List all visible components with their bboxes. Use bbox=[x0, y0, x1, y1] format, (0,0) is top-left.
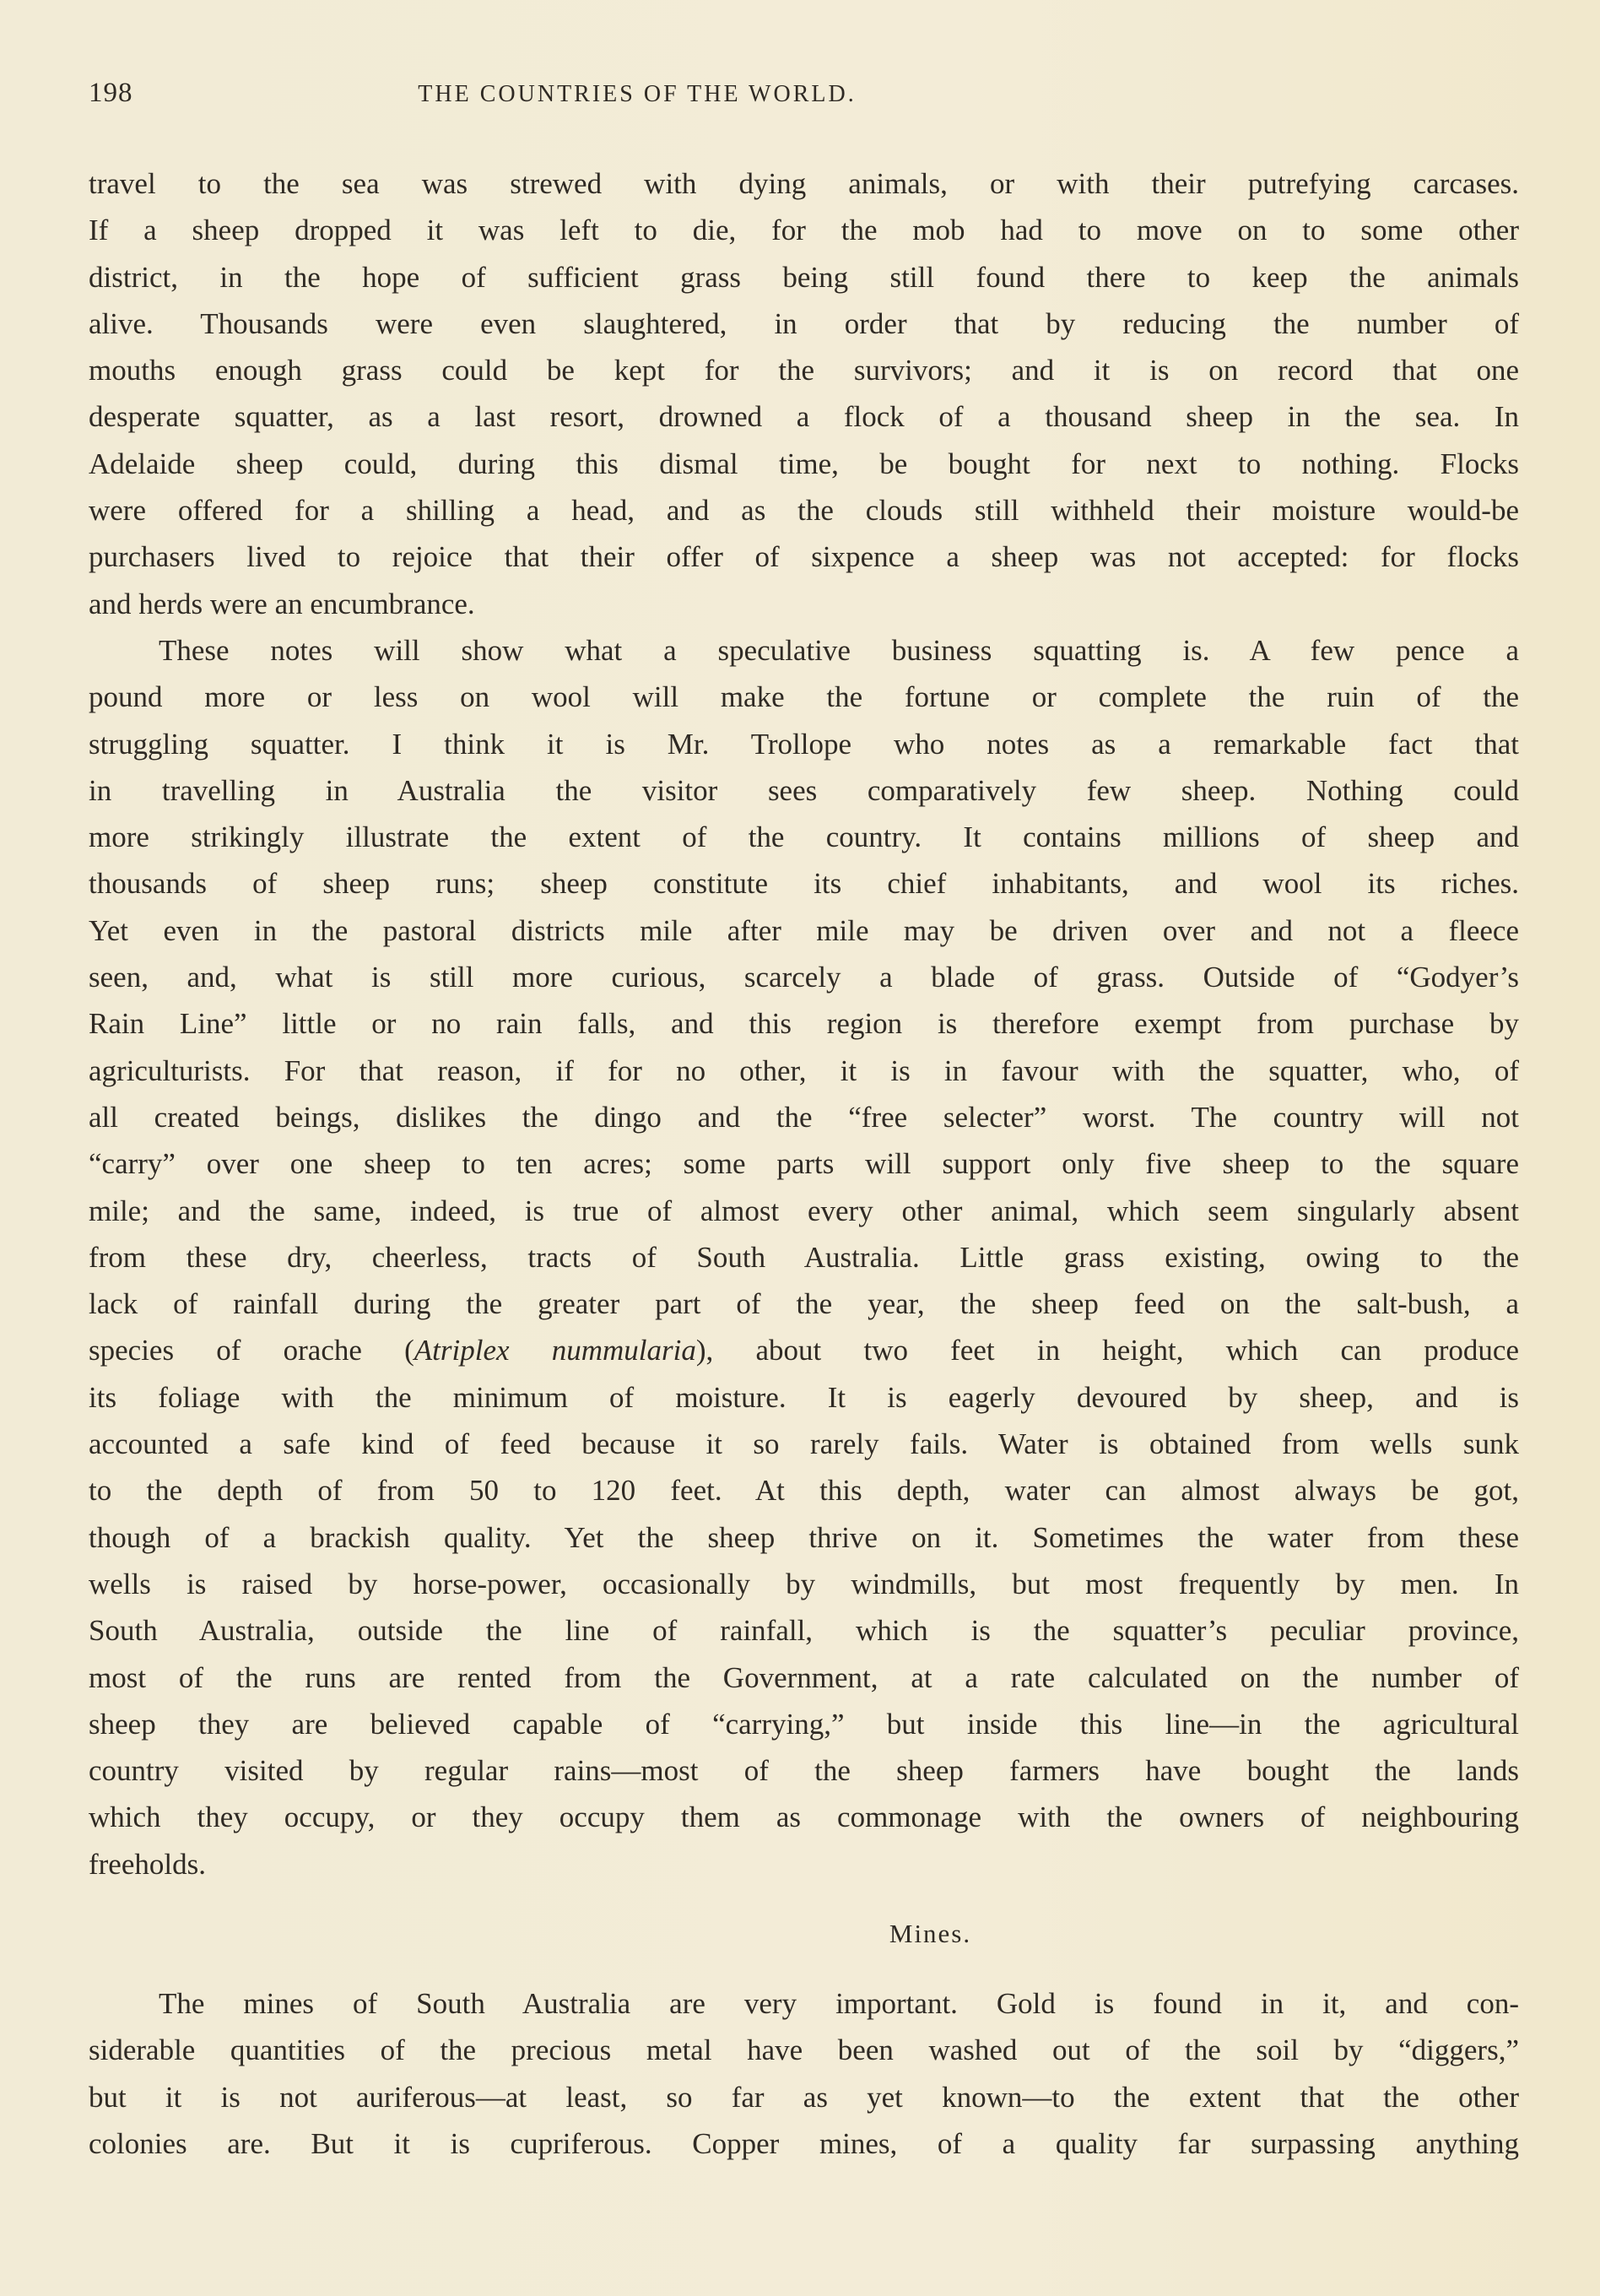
text-line: pound more or less on wool will make the fortune or complete the ruin of the bbox=[89, 680, 1519, 714]
text-line: to the depth of from 50 to 120 feet. At this depth, water can almost always be got, bbox=[89, 1474, 1519, 1508]
text-line: but it is not auriferous—at least, so far as yet known—to the extent that the other bbox=[89, 2080, 1519, 2114]
page-number: 198 bbox=[89, 78, 133, 108]
text-line: colonies are. But it is cupriferous. Copper mines, of a quality far surpassing anything bbox=[89, 2126, 1519, 2160]
paragraph-mines bbox=[89, 1980, 1519, 2167]
text-line: thousands of sheep runs; sheep constitute its chief inhabitants, and wool its riches. bbox=[89, 867, 1519, 901]
text-line: freeholds. bbox=[89, 1847, 206, 1881]
text-line: though of a brackish quality. Yet the sheep thrive on it. Sometimes the water from these bbox=[89, 1520, 1519, 1554]
text-fragment: species of orache ( bbox=[89, 1334, 414, 1367]
text-line: were offered for a shilling a head, and as the clouds still withheld their moisture would-be bbox=[89, 494, 1519, 528]
text-line: If a sheep dropped it was left to die, for the mob had to move on to some other bbox=[89, 214, 1519, 247]
text-line: mile; and the same, indeed, is true of almost every other animal, which seem singularly absent bbox=[89, 1194, 1519, 1227]
text-line: struggling squatter. I think it is Mr. Trollope who notes as a remarkable fact that bbox=[89, 727, 1519, 761]
text-line: which they occupy, or they occupy them as commonage with the owners of neighbouring bbox=[89, 1801, 1519, 1834]
page-body bbox=[89, 160, 1519, 2167]
text-line: in travelling in Australia the visitor sees comparatively few sheep. Nothing could bbox=[89, 773, 1519, 807]
latin-name: Atriplex nummularia bbox=[414, 1334, 696, 1367]
text-line: from these dry, cheerless, tracts of South Australia. Little grass existing, owing to the bbox=[89, 1240, 1519, 1274]
text-line: Yet even in the pastoral districts mile after mile may be driven over and not a fleece bbox=[89, 913, 1519, 947]
text-fragment: ), about two feet in height, which can produce bbox=[695, 1334, 1519, 1367]
text-line: all created beings, dislikes the dingo and the “free selecter” worst. The country will not bbox=[89, 1100, 1519, 1134]
text-line: sheep they are believed capable of “carrying,” but inside this line—in the agricultural bbox=[89, 1707, 1519, 1741]
text-line: travel to the sea was strewed with dying animals, or with their putrefying carcases. bbox=[89, 167, 1519, 200]
text-line: “carry” over one sheep to ten acres; some parts will support only five sheep to the square bbox=[89, 1147, 1519, 1181]
paragraph-drought bbox=[89, 160, 1519, 627]
text-line: Adelaide sheep could, during this dismal time, be bought for next to nothing. Flocks bbox=[89, 447, 1519, 480]
text-line: The mines of South Australia are very important. Gold is found in it, and con- bbox=[159, 1986, 1519, 2020]
text-line: alive. Thousands were even slaughtered, in order that by reducing the number of bbox=[89, 306, 1519, 340]
text-line: mouths enough grass could be kept for the survivors; and it is on record that one bbox=[89, 354, 1519, 387]
text-line: most of the runs are rented from the Government, at a rate calculated on the number of bbox=[89, 1660, 1519, 1694]
text-line: wells is raised by horse-power, occasionally by windmills, but most frequently by men. In bbox=[89, 1567, 1519, 1600]
running-title: THE COUNTRIES OF THE WORLD. bbox=[418, 81, 857, 107]
text-line: accounted a safe kind of feed because it so rarely fails. Water is obtained from wells sunk bbox=[89, 1427, 1519, 1461]
text-line: Rain Line” little or no rain falls, and this region is therefore exempt from purchase by bbox=[89, 1007, 1519, 1041]
text-line-italic bbox=[89, 1327, 1519, 1373]
section-heading: Mines. bbox=[889, 1918, 972, 1948]
text-line: desperate squatter, as a last resort, drowned a flock of a thousand sheep in the sea. In bbox=[89, 400, 1519, 434]
text-line: district, in the hope of sufficient grass being still found there to keep the animals bbox=[89, 260, 1519, 294]
text-line: These notes will show what a speculative business squatting is. A few pence a bbox=[159, 633, 1519, 667]
text-line: purchasers lived to rejoice that their offer of sixpence a sheep was not accepted: for flocks bbox=[89, 540, 1519, 574]
text-line: siderable quantities of the precious metal have been washed out of the soil by “diggers,” bbox=[89, 2033, 1519, 2067]
text-line: country visited by regular rains—most of the sheep farmers have bought the lands bbox=[89, 1754, 1519, 1788]
text-line: more strikingly illustrate the extent of the country. It contains millions of sheep and bbox=[89, 820, 1519, 854]
text-line: and herds were an encumbrance. bbox=[89, 587, 475, 620]
text-line: South Australia, outside the line of rainfall, which is the squatter’s peculiar province, bbox=[89, 1614, 1519, 1648]
page-header bbox=[89, 78, 1523, 120]
text-line: lack of rainfall during the greater part of the year, the sheep feed on the salt-bush, a bbox=[89, 1287, 1519, 1321]
text-line: seen, and, what is still more curious, scarcely a blade of grass. Outside of “Godyer’s bbox=[89, 961, 1519, 994]
text-line: its foliage with the minimum of moisture. It is eagerly devoured by sheep, and is bbox=[89, 1380, 1519, 1414]
text-line: agriculturists. For that reason, if for no other, it is in favour with the squatter, who, of bbox=[89, 1053, 1519, 1087]
paragraph-squatting bbox=[89, 627, 1519, 1887]
